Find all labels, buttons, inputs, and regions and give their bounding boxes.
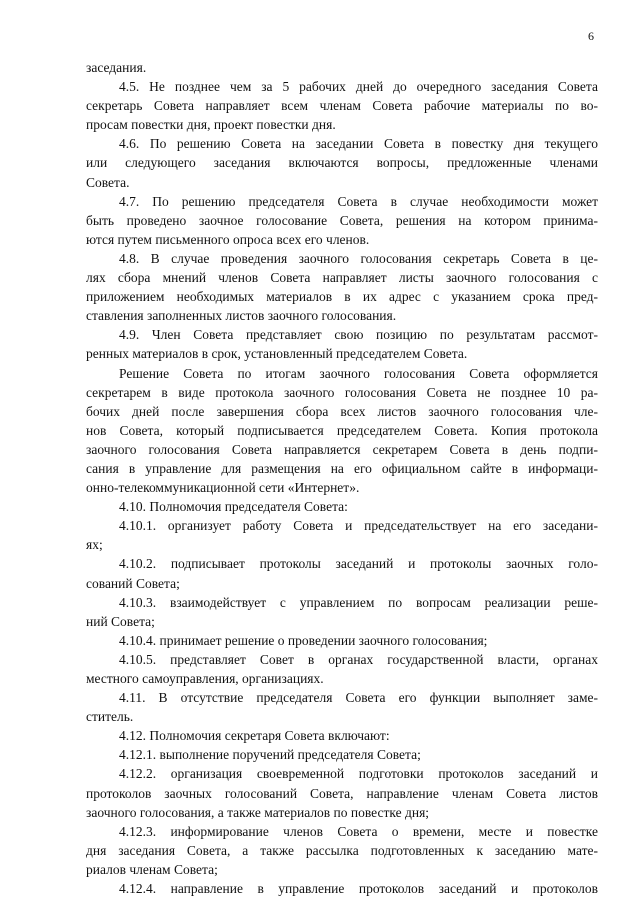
- text-line: бочих дней после завершения сбора всех листов заочного голосования чле-: [86, 403, 598, 419]
- text-line: 4.8. В случае проведения заочного голосования секретарь Совета в це-: [119, 250, 598, 266]
- text-line: ренных материалов в срок, установленный председателем Совета.: [86, 346, 468, 362]
- text-line: Совета.: [86, 174, 130, 190]
- text-line: ставления заполненных листов заочного голосования.: [86, 308, 397, 324]
- text-line: приложением необходимых материалов в их адрес с указанием срока пред-: [86, 289, 598, 305]
- text-line: ний Совета;: [86, 613, 155, 629]
- text-line: 4.9. Член Совета представляет свою позицию по результатам рассмот-: [119, 327, 598, 343]
- text-line: 4.5. Не позднее чем за 5 рабочих дней до очередного заседания Совета: [119, 79, 598, 95]
- text-line: дня заседания Совета, а также рассылка подготовленных к заседанию мате-: [86, 842, 598, 858]
- page-number: 6: [588, 29, 594, 43]
- text-line: или следующего заседания включаются вопросы, предложенные членами: [86, 155, 598, 171]
- text-line: 4.12.3. информирование членов Совета о времени, месте и повестке: [119, 823, 598, 839]
- text-line: 4.10.4. принимает решение о проведении заочного голосования;: [119, 632, 488, 648]
- text-line: онно-телекоммуникационной сети «Интернет».: [86, 480, 360, 496]
- text-line: 4.10.2. подписывает протоколы заседаний и протоколы заочных голо-: [119, 556, 598, 572]
- text-line: 4.10.1. организует работу Совета и председательствует на его заседани-: [119, 518, 598, 534]
- text-line: ются путем письменного опроса всех его членов.: [86, 231, 370, 247]
- text-line: просам повестки дня, проект повестки дня.: [86, 117, 336, 133]
- text-line: 4.12. Полномочия секретаря Совета включают:: [119, 728, 390, 744]
- text-line: протоколов заочных голосований Совета, направление членам Совета листов: [86, 785, 598, 801]
- text-line: риалов членам Совета;: [86, 861, 218, 877]
- text-line: 4.12.4. направление в управление протоколов заседаний и протоколов: [119, 881, 598, 897]
- text-line: сания в управление для размещения на его официальном сайте в информаци-: [86, 460, 598, 476]
- text-line: 4.10.3. взаимодействует с управлением по вопросам реализации реше-: [119, 594, 598, 610]
- document-body: [86, 58, 598, 898]
- text-line: заочного голосования, а также материалов по повестке дня;: [86, 804, 430, 820]
- text-line: местного самоуправления, организациях.: [86, 671, 324, 686]
- text-line: ститель.: [86, 709, 134, 725]
- text-line: заседания.: [86, 60, 147, 75]
- text-line: быть проведено заочное голосование Совета, решения на котором принима-: [86, 212, 598, 228]
- text-line: 4.10.5. представляет Совет в органах государственной власти, органах: [119, 651, 598, 667]
- text-line: 4.11. В отсутствие председателя Совета его функции выполняет заме-: [119, 690, 598, 706]
- text-line: 4.10. Полномочия председателя Совета:: [119, 499, 348, 515]
- text-line: нов Совета, который подписывается председателем Совета. Копия протокола: [86, 422, 598, 438]
- text-line: 4.12.1. выполнение поручений председателя Совета;: [119, 747, 421, 763]
- text-line: 4.12.2. организация своевременной подготовки протоколов заседаний и: [119, 766, 598, 782]
- text-line: Решение Совета по итогам заочного голосования Совета оформляется: [119, 365, 598, 381]
- text-line: ях;: [86, 537, 103, 553]
- text-line: 4.7. По решению председателя Совета в случае необходимости может: [119, 193, 598, 209]
- text-line: лях сбора мнений членов Совета направляет листы заочного голосования с: [86, 270, 598, 286]
- text-line: секретарь Совета направляет всем членам Совета рабочие материалы по во-: [86, 98, 598, 114]
- text-line: заочного голосования Совета направляется секретарем Совета в день подпи-: [86, 441, 598, 457]
- text-line: сований Совета;: [86, 575, 180, 591]
- text-line: 4.6. По решению Совета на заседании Совета в повестку дня текущего: [119, 136, 598, 152]
- text-line: секретарем в виде протокола заочного голосования Совета не позднее 10 ра-: [86, 384, 598, 400]
